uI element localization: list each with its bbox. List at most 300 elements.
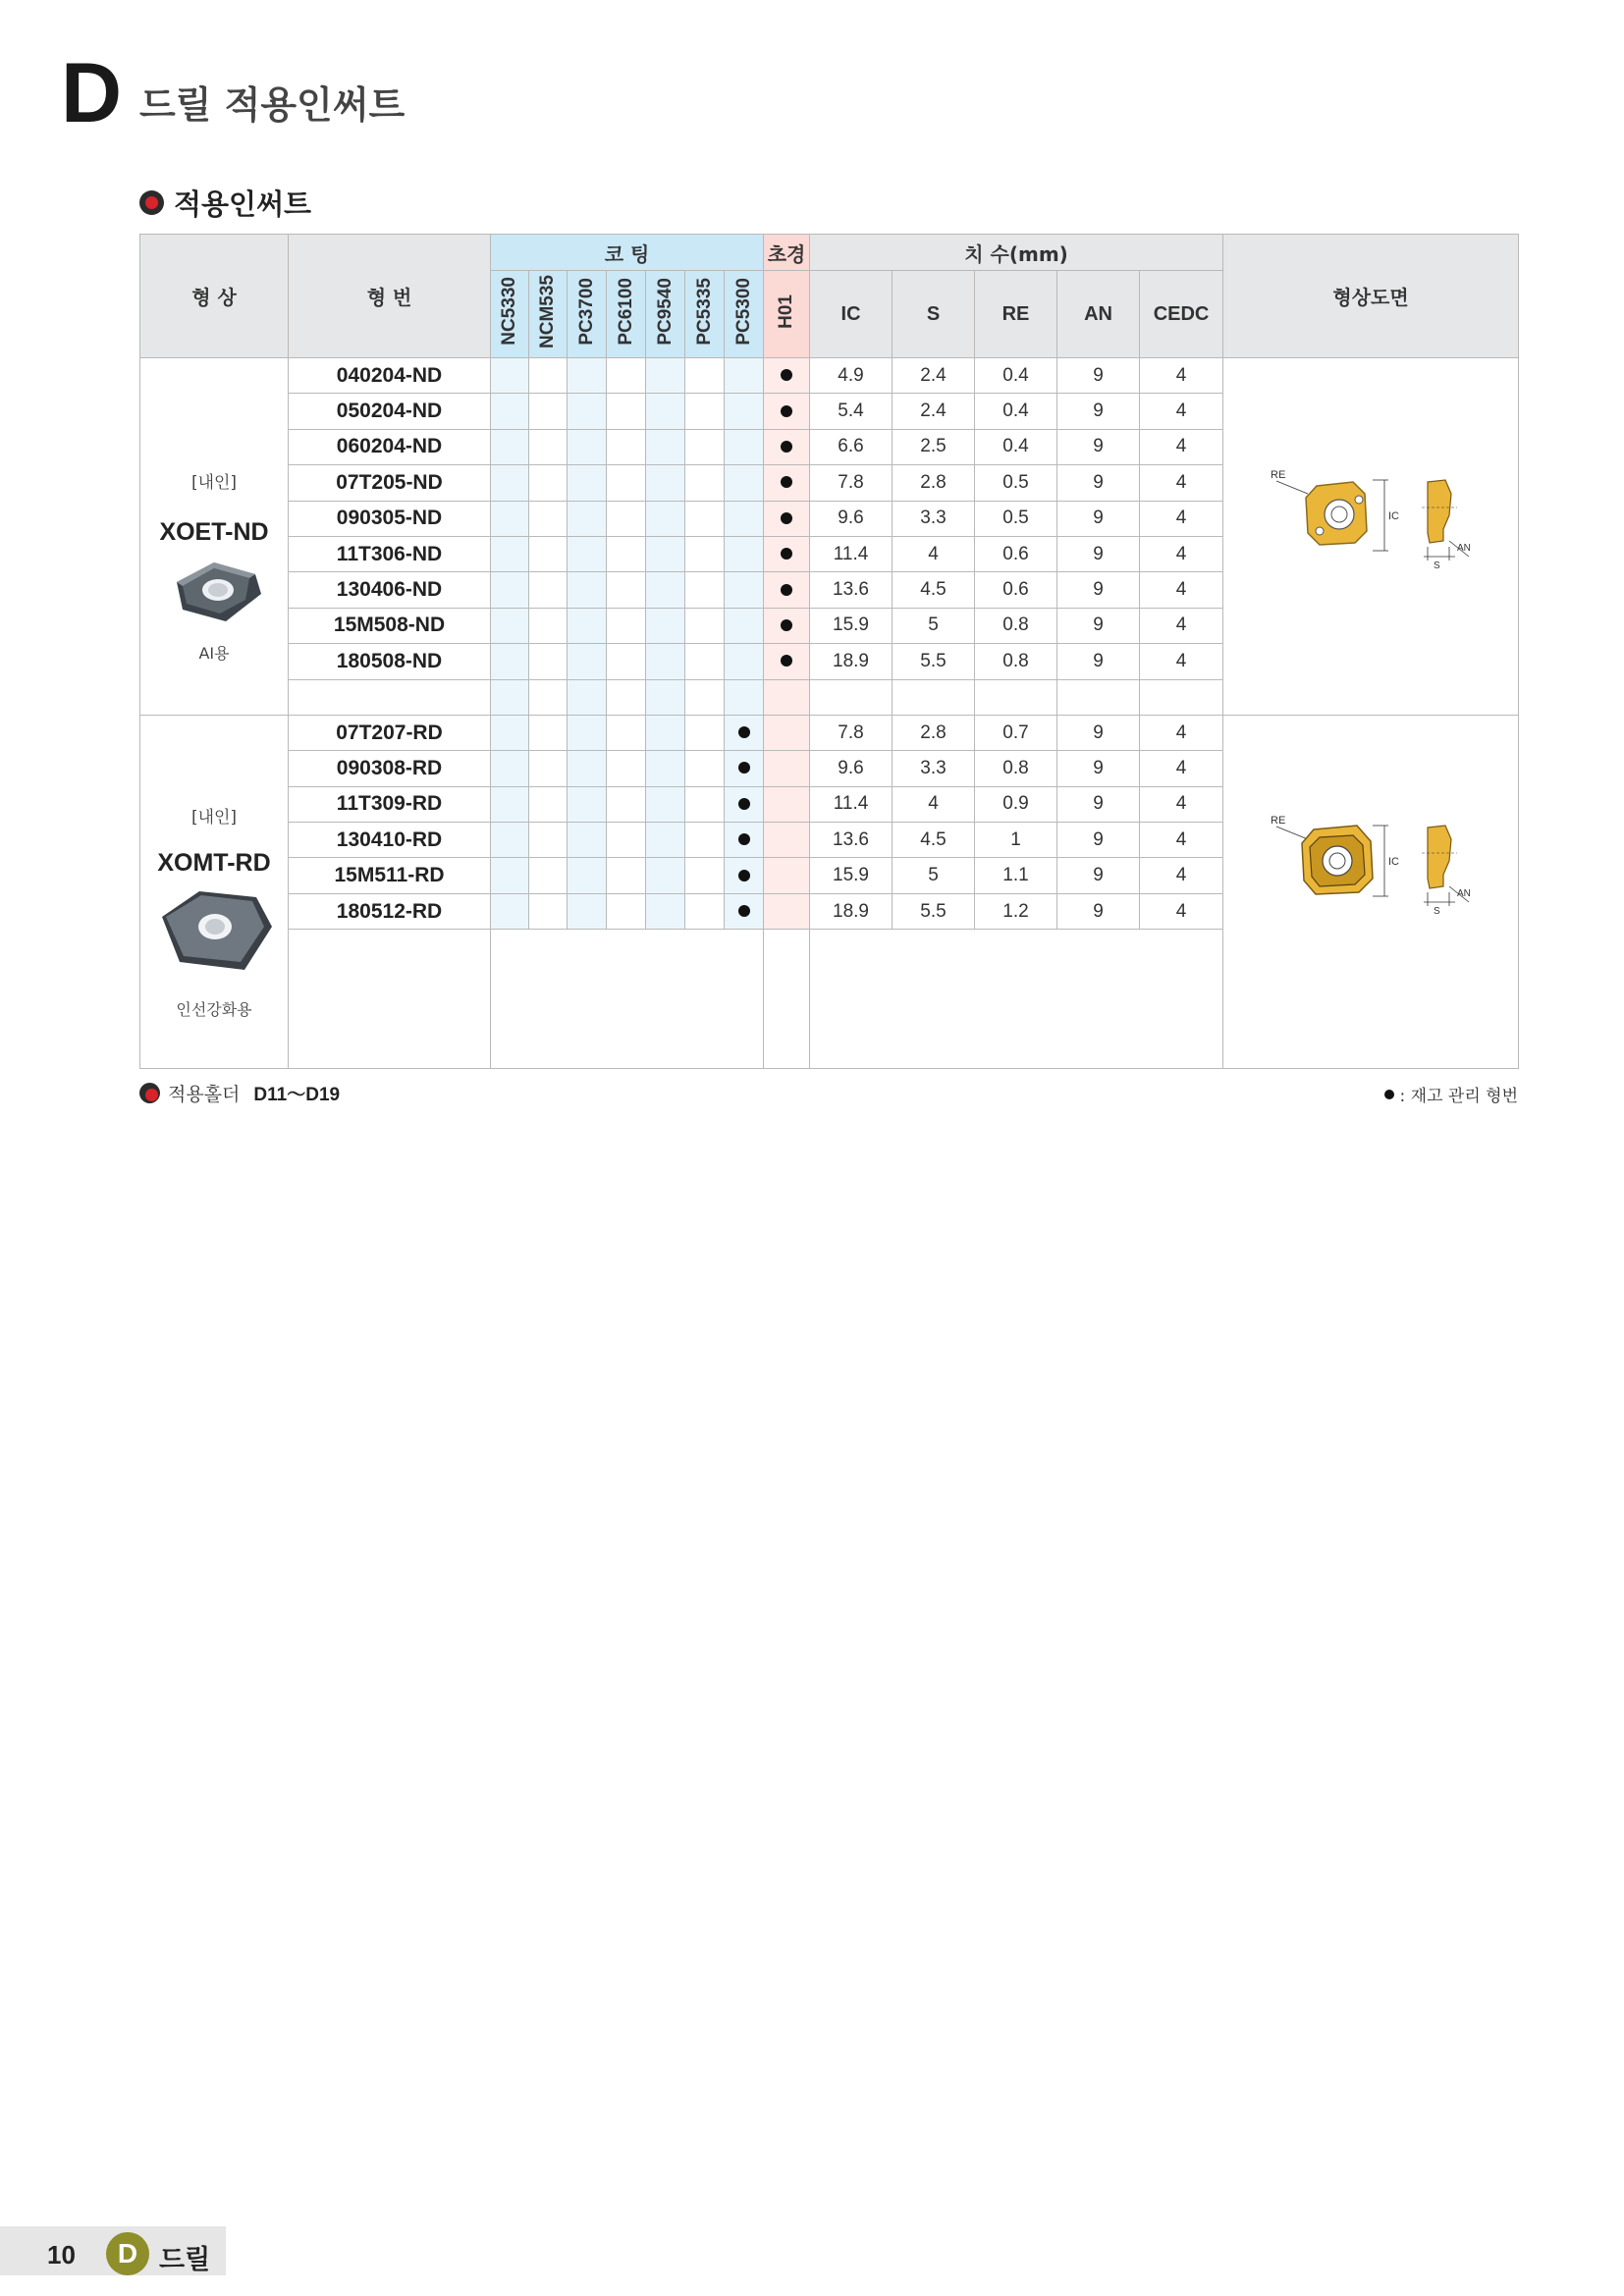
part-number: 090308-RD xyxy=(289,751,491,786)
grade-cell-pc5335 xyxy=(685,465,725,501)
dim-cedc: 4 xyxy=(1140,715,1223,750)
grade-cell-nc5330 xyxy=(491,465,529,501)
dim-re: 0.8 xyxy=(975,751,1057,786)
grade-cell-pc5300 xyxy=(725,465,764,501)
grade-cell-ncm535 xyxy=(529,679,568,715)
grade-cell-pc5300 xyxy=(725,358,764,394)
stock-dot-icon xyxy=(781,476,792,488)
grade-cell-pc3700 xyxy=(568,679,607,715)
section-letter: D xyxy=(61,46,123,140)
dim-re: 0.6 xyxy=(975,536,1057,571)
grade-cell-pc5300 xyxy=(725,786,764,822)
dim-re: 0.5 xyxy=(975,501,1057,536)
dim-ic: 7.8 xyxy=(810,465,893,501)
grade-cell-pc9540 xyxy=(646,786,685,822)
dim-re: 0.6 xyxy=(975,572,1057,608)
holder-value: D11～D19 xyxy=(253,1085,341,1105)
grade-header-pc5335: PC5335 xyxy=(685,271,725,358)
part-number: 15M508-ND xyxy=(289,608,491,643)
grade-cell-pc5335 xyxy=(685,572,725,608)
part-number: 180512-RD xyxy=(289,893,491,929)
grade-cell-pc5335 xyxy=(685,823,725,858)
grade-cell-pc5335 xyxy=(685,644,725,679)
dim-ic: 4.9 xyxy=(810,358,893,394)
stock-dot-icon xyxy=(781,548,792,560)
part-number: 07T207-RD xyxy=(289,715,491,750)
grade-cell-h01 xyxy=(764,858,810,893)
grade-cell-h01 xyxy=(764,893,810,929)
grade-cell-pc5335 xyxy=(685,715,725,750)
dim-header-re: RE xyxy=(975,271,1057,358)
part-number: 090305-ND xyxy=(289,501,491,536)
filler-dims xyxy=(810,930,1223,1069)
part-number: 11T309-RD xyxy=(289,786,491,822)
grade-cell-nc5330 xyxy=(491,679,529,715)
dim-s: 5 xyxy=(893,858,975,893)
shape-cell xyxy=(140,358,289,716)
stock-dot-icon xyxy=(738,905,750,917)
grade-cell-ncm535 xyxy=(529,715,568,750)
grade-cell-pc5335 xyxy=(685,893,725,929)
grade-header-pc6100: PC6100 xyxy=(607,271,646,358)
holder-bullet-icon xyxy=(139,1083,160,1103)
grade-cell-pc5335 xyxy=(685,358,725,394)
stock-dot-icon xyxy=(738,798,750,810)
dim-header-an: AN xyxy=(1057,271,1140,358)
stock-dot-icon xyxy=(738,833,750,845)
grade-cell-pc6100 xyxy=(607,644,646,679)
dim-header-s: S xyxy=(893,271,975,358)
grade-cell-ncm535 xyxy=(529,429,568,464)
grade-cell-pc5335 xyxy=(685,679,725,715)
grade-cell-nc5330 xyxy=(491,715,529,750)
grade-cell-nc5330 xyxy=(491,358,529,394)
insert-model: XOMT-RD xyxy=(157,849,271,878)
grade-cell-pc5300 xyxy=(725,536,764,571)
grade-cell-pc3700 xyxy=(568,858,607,893)
dim-an: 9 xyxy=(1057,358,1140,394)
dim-re: 0.4 xyxy=(975,429,1057,464)
dim-re: 0.7 xyxy=(975,715,1057,750)
part-number xyxy=(289,679,491,715)
drawing-cell xyxy=(1223,715,1519,1068)
grade-cell-pc6100 xyxy=(607,751,646,786)
shape-cell xyxy=(140,715,289,1068)
grade-cell-pc6100 xyxy=(607,893,646,929)
grade-cell-pc5300 xyxy=(725,501,764,536)
grade-cell-pc5335 xyxy=(685,536,725,571)
dim-ic: 5.4 xyxy=(810,394,893,429)
header-shape: 형 상 xyxy=(140,235,289,358)
table-row xyxy=(140,358,1519,394)
grade-header-nc5330: NC5330 xyxy=(491,271,529,358)
grade-cell-ncm535 xyxy=(529,786,568,822)
part-number: 180508-ND xyxy=(289,644,491,679)
grade-cell-pc5300 xyxy=(725,429,764,464)
grade-cell-pc5300 xyxy=(725,751,764,786)
grade-cell-pc5300 xyxy=(725,858,764,893)
section-bullet-icon xyxy=(139,190,164,215)
dim-an xyxy=(1057,679,1140,715)
grade-cell-pc5300 xyxy=(725,893,764,929)
dim-header-cedc: CEDC xyxy=(1140,271,1223,358)
grade-cell-pc6100 xyxy=(607,465,646,501)
grade-cell-nc5330 xyxy=(491,501,529,536)
grade-cell-pc9540 xyxy=(646,608,685,643)
dim-s: 5 xyxy=(893,608,975,643)
page-number: 10 xyxy=(47,2240,76,2269)
stock-dot-icon xyxy=(781,512,792,524)
dim-cedc: 4 xyxy=(1140,858,1223,893)
grade-cell-ncm535 xyxy=(529,823,568,858)
grade-cell-pc5300 xyxy=(725,572,764,608)
stock-dot-icon xyxy=(781,619,792,631)
part-number: 07T205-ND xyxy=(289,465,491,501)
stock-dot-icon xyxy=(781,655,792,667)
grade-cell-pc6100 xyxy=(607,786,646,822)
insert-photo-icon xyxy=(155,553,273,631)
holder-label: 적용홀더 xyxy=(168,1084,241,1105)
grade-cell-pc5335 xyxy=(685,751,725,786)
stock-dot-icon xyxy=(1384,1090,1394,1099)
dim-s: 2.8 xyxy=(893,465,975,501)
grade-cell-pc6100 xyxy=(607,572,646,608)
dim-header-ic: IC xyxy=(810,271,893,358)
header-dimensions: 치 수(mm) xyxy=(810,235,1223,271)
dim-cedc: 4 xyxy=(1140,465,1223,501)
grade-cell-pc9540 xyxy=(646,679,685,715)
grade-cell-pc3700 xyxy=(568,786,607,822)
dim-an: 9 xyxy=(1057,501,1140,536)
grade-cell-ncm535 xyxy=(529,893,568,929)
grade-cell-h01 xyxy=(764,751,810,786)
dim-s: 4 xyxy=(893,536,975,571)
dim-cedc: 4 xyxy=(1140,751,1223,786)
grade-cell-pc5300 xyxy=(725,644,764,679)
grade-cell-pc5335 xyxy=(685,429,725,464)
insert-drawing-icon xyxy=(1263,464,1508,602)
grade-cell-pc3700 xyxy=(568,715,607,750)
grade-cell-h01 xyxy=(764,394,810,429)
grade-cell-pc9540 xyxy=(646,394,685,429)
header-part-number: 형 번 xyxy=(289,235,491,358)
dim-re: 0.4 xyxy=(975,358,1057,394)
grade-cell-nc5330 xyxy=(491,536,529,571)
grade-cell-nc5330 xyxy=(491,858,529,893)
grade-cell-pc5335 xyxy=(685,501,725,536)
dim-cedc: 4 xyxy=(1140,501,1223,536)
dim-ic: 18.9 xyxy=(810,644,893,679)
dim-an: 9 xyxy=(1057,715,1140,750)
grade-cell-pc6100 xyxy=(607,358,646,394)
grade-cell-h01 xyxy=(764,679,810,715)
page-title: 드릴 적용인써트 xyxy=(139,83,406,127)
grade-cell-nc5330 xyxy=(491,823,529,858)
dim-an: 9 xyxy=(1057,644,1140,679)
dim-s: 4.5 xyxy=(893,823,975,858)
grade-cell-ncm535 xyxy=(529,858,568,893)
grade-cell-h01 xyxy=(764,715,810,750)
grade-cell-pc3700 xyxy=(568,465,607,501)
dim-an: 9 xyxy=(1057,572,1140,608)
grade-cell-pc6100 xyxy=(607,715,646,750)
grade-cell-pc6100 xyxy=(607,394,646,429)
chapter-label: 드릴 xyxy=(159,2245,211,2275)
dim-an: 9 xyxy=(1057,751,1140,786)
grade-cell-pc9540 xyxy=(646,644,685,679)
dim-ic xyxy=(810,679,893,715)
grade-cell-h01 xyxy=(764,429,810,464)
grade-cell-pc3700 xyxy=(568,501,607,536)
grade-cell-pc9540 xyxy=(646,501,685,536)
dim-s xyxy=(893,679,975,715)
table-row xyxy=(140,715,1519,750)
dim-an: 9 xyxy=(1057,608,1140,643)
part-number: 130406-ND xyxy=(289,572,491,608)
dim-s: 3.3 xyxy=(893,501,975,536)
grade-cell-pc5300 xyxy=(725,823,764,858)
grade-cell-pc5335 xyxy=(685,608,725,643)
stock-dot-icon xyxy=(781,369,792,381)
dim-cedc: 4 xyxy=(1140,429,1223,464)
dim-ic: 7.8 xyxy=(810,715,893,750)
drawing-label-s: S xyxy=(1434,561,1440,571)
dim-re: 0.8 xyxy=(975,608,1057,643)
insert-table xyxy=(139,234,1519,1069)
dim-ic: 18.9 xyxy=(810,893,893,929)
dim-an: 9 xyxy=(1057,786,1140,822)
grade-cell-h01 xyxy=(764,786,810,822)
grade-cell-ncm535 xyxy=(529,644,568,679)
dim-an: 9 xyxy=(1057,429,1140,464)
dim-re xyxy=(975,679,1057,715)
dim-s: 2.4 xyxy=(893,394,975,429)
grade-cell-pc6100 xyxy=(607,536,646,571)
dim-an: 9 xyxy=(1057,394,1140,429)
dim-cedc: 4 xyxy=(1140,536,1223,571)
dim-s: 2.8 xyxy=(893,715,975,750)
dim-cedc: 4 xyxy=(1140,608,1223,643)
header-coating: 코 팅 xyxy=(491,235,764,271)
dim-s: 2.4 xyxy=(893,358,975,394)
dim-cedc: 4 xyxy=(1140,893,1223,929)
dim-s: 4.5 xyxy=(893,572,975,608)
grade-cell-nc5330 xyxy=(491,644,529,679)
grade-cell-h01 xyxy=(764,608,810,643)
grade-cell-pc3700 xyxy=(568,608,607,643)
dim-an: 9 xyxy=(1057,893,1140,929)
part-number: 050204-ND xyxy=(289,394,491,429)
grade-cell-pc9540 xyxy=(646,536,685,571)
filler-coating xyxy=(491,930,764,1069)
dim-ic: 13.6 xyxy=(810,823,893,858)
stock-dot-icon xyxy=(738,870,750,881)
dim-re: 0.5 xyxy=(975,465,1057,501)
dim-an: 9 xyxy=(1057,858,1140,893)
dim-cedc: 4 xyxy=(1140,394,1223,429)
dim-ic: 15.9 xyxy=(810,608,893,643)
grade-cell-pc9540 xyxy=(646,358,685,394)
grade-cell-h01 xyxy=(764,644,810,679)
insert-drawing-icon xyxy=(1263,810,1508,947)
grade-cell-pc6100 xyxy=(607,679,646,715)
insert-photo-icon xyxy=(150,883,278,982)
grade-cell-pc5335 xyxy=(685,858,725,893)
stock-dot-icon xyxy=(781,441,792,453)
stock-legend xyxy=(1384,1082,1518,1106)
header-drawing: 형상도면 xyxy=(1223,235,1519,358)
dim-s: 3.3 xyxy=(893,751,975,786)
grade-cell-nc5330 xyxy=(491,429,529,464)
grade-cell-pc6100 xyxy=(607,823,646,858)
filler-part xyxy=(289,930,491,1069)
grade-cell-pc3700 xyxy=(568,823,607,858)
insert-usage: 인선강화용 xyxy=(176,1000,252,1020)
stock-legend-text: : 재고 관리 형번 xyxy=(1399,1087,1518,1106)
grade-cell-pc9540 xyxy=(646,715,685,750)
grade-cell-pc9540 xyxy=(646,465,685,501)
grade-header-h01: H01 xyxy=(764,271,810,358)
stock-dot-icon xyxy=(738,762,750,774)
dim-re: 0.8 xyxy=(975,644,1057,679)
grade-cell-pc6100 xyxy=(607,608,646,643)
grade-cell-pc3700 xyxy=(568,751,607,786)
grade-header-pc5300: PC5300 xyxy=(725,271,764,358)
dim-cedc xyxy=(1140,679,1223,715)
dim-re: 0.4 xyxy=(975,394,1057,429)
grade-cell-ncm535 xyxy=(529,394,568,429)
grade-cell-ncm535 xyxy=(529,608,568,643)
part-number: 040204-ND xyxy=(289,358,491,394)
grade-cell-pc9540 xyxy=(646,429,685,464)
grade-cell-pc3700 xyxy=(568,358,607,394)
drawing-label-re: RE xyxy=(1271,469,1286,481)
dim-an: 9 xyxy=(1057,465,1140,501)
dim-s: 5.5 xyxy=(893,893,975,929)
dim-ic: 11.4 xyxy=(810,536,893,571)
dim-s: 2.5 xyxy=(893,429,975,464)
part-number: 130410-RD xyxy=(289,823,491,858)
grade-cell-nc5330 xyxy=(491,893,529,929)
grade-cell-nc5330 xyxy=(491,608,529,643)
grade-cell-pc3700 xyxy=(568,536,607,571)
grade-cell-h01 xyxy=(764,536,810,571)
grade-cell-h01 xyxy=(764,501,810,536)
grade-cell-pc6100 xyxy=(607,501,646,536)
dim-s: 4 xyxy=(893,786,975,822)
grade-cell-ncm535 xyxy=(529,572,568,608)
dim-cedc: 4 xyxy=(1140,572,1223,608)
insert-tag: [내인] xyxy=(190,472,238,493)
grade-cell-ncm535 xyxy=(529,501,568,536)
grade-cell-pc5300 xyxy=(725,679,764,715)
grade-cell-pc5335 xyxy=(685,394,725,429)
part-number: 060204-ND xyxy=(289,429,491,464)
grade-cell-pc3700 xyxy=(568,394,607,429)
part-number: 15M511-RD xyxy=(289,858,491,893)
dim-ic: 6.6 xyxy=(810,429,893,464)
drawing-cell xyxy=(1223,358,1519,716)
dim-re: 1.2 xyxy=(975,893,1057,929)
grade-cell-pc9540 xyxy=(646,858,685,893)
grade-cell-pc5300 xyxy=(725,394,764,429)
grade-cell-pc3700 xyxy=(568,572,607,608)
filler-cbn xyxy=(764,930,810,1069)
stock-dot-icon xyxy=(738,726,750,738)
insert-tag: [내인] xyxy=(190,808,238,828)
drawing-label-an: AN xyxy=(1457,543,1471,554)
applicable-holder xyxy=(139,1080,340,1106)
grade-cell-nc5330 xyxy=(491,572,529,608)
grade-cell-h01 xyxy=(764,358,810,394)
dim-ic: 9.6 xyxy=(810,751,893,786)
grade-cell-ncm535 xyxy=(529,358,568,394)
stock-dot-icon xyxy=(781,584,792,596)
dim-cedc: 4 xyxy=(1140,644,1223,679)
grade-cell-pc3700 xyxy=(568,644,607,679)
grade-cell-pc5335 xyxy=(685,786,725,822)
grade-cell-pc9540 xyxy=(646,823,685,858)
grade-cell-nc5330 xyxy=(491,786,529,822)
grade-cell-pc5300 xyxy=(725,715,764,750)
dim-s: 5.5 xyxy=(893,644,975,679)
section-title: 적용인써트 xyxy=(174,187,312,221)
grade-cell-pc5300 xyxy=(725,608,764,643)
grade-cell-nc5330 xyxy=(491,394,529,429)
dim-re: 1.1 xyxy=(975,858,1057,893)
dim-ic: 13.6 xyxy=(810,572,893,608)
grade-cell-pc3700 xyxy=(568,893,607,929)
grade-cell-ncm535 xyxy=(529,536,568,571)
grade-cell-h01 xyxy=(764,823,810,858)
grade-header-pc9540: PC9540 xyxy=(646,271,685,358)
dim-an: 9 xyxy=(1057,536,1140,571)
insert-usage: AI용 xyxy=(198,643,230,663)
dim-ic: 11.4 xyxy=(810,786,893,822)
dim-re: 0.9 xyxy=(975,786,1057,822)
dim-ic: 9.6 xyxy=(810,501,893,536)
grade-cell-pc9540 xyxy=(646,751,685,786)
grade-cell-ncm535 xyxy=(529,751,568,786)
drawing-label-ic: IC xyxy=(1388,855,1400,868)
insert-model: XOET-ND xyxy=(159,517,269,546)
dim-cedc: 4 xyxy=(1140,786,1223,822)
grade-cell-h01 xyxy=(764,572,810,608)
drawing-label-an: AN xyxy=(1457,887,1471,899)
dim-cedc: 4 xyxy=(1140,358,1223,394)
grade-header-ncm535: NCM535 xyxy=(529,271,568,358)
grade-cell-h01 xyxy=(764,465,810,501)
header-carbide: 초경 xyxy=(764,235,810,271)
stock-dot-icon xyxy=(781,405,792,417)
grade-cell-pc6100 xyxy=(607,429,646,464)
section-heading xyxy=(139,183,311,223)
grade-cell-pc3700 xyxy=(568,429,607,464)
drawing-label-s: S xyxy=(1434,905,1440,917)
grade-cell-pc6100 xyxy=(607,858,646,893)
grade-cell-pc9540 xyxy=(646,572,685,608)
dim-ic: 15.9 xyxy=(810,858,893,893)
dim-an: 9 xyxy=(1057,823,1140,858)
drawing-label-ic: IC xyxy=(1388,510,1400,522)
grade-header-pc3700: PC3700 xyxy=(568,271,607,358)
dim-re: 1 xyxy=(975,823,1057,858)
drawing-label-re: RE xyxy=(1271,814,1286,827)
grade-cell-ncm535 xyxy=(529,465,568,501)
grade-cell-pc9540 xyxy=(646,893,685,929)
grade-cell-nc5330 xyxy=(491,751,529,786)
chapter-badge: D xyxy=(106,2232,149,2275)
